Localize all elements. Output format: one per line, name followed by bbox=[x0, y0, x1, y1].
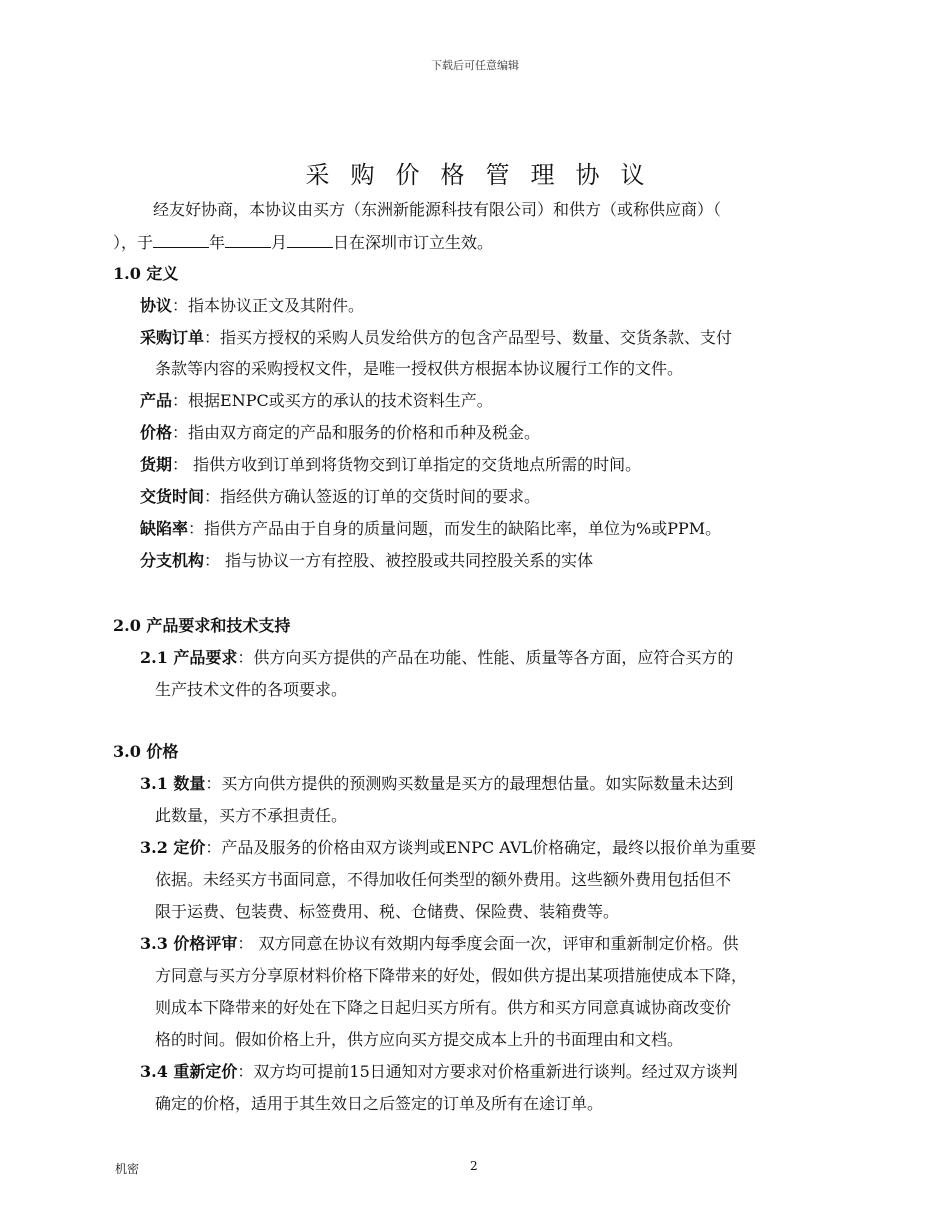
def-purchase-order bbox=[140, 327, 732, 349]
def-product bbox=[140, 390, 493, 412]
clause-3-3-text-2: 方同意与买方分享原材料价格下降带来的好处，假如供方提出某项措施使成本下降， bbox=[155, 966, 748, 985]
intro-line-2 bbox=[113, 231, 493, 254]
def-branch bbox=[140, 550, 593, 572]
clause-3-2-number: 3.2 bbox=[140, 838, 174, 857]
def-branch-term: 分支机构 bbox=[140, 551, 205, 570]
clause-3-2-text-1: ：产品及服务的价格由双方谈判或ENPC AVL价格确定，最终以报价单为重要 bbox=[205, 838, 757, 857]
clause-3-3-text-1: ： 双方同意在协议有效期内每季度会面一次，评审和重新制定价格。供 bbox=[237, 934, 739, 953]
clause-3-4-term: 重新定价 bbox=[173, 1062, 238, 1081]
def-po-text-2: 条款等内容的采购授权文件，是唯一授权供方根据本协议履行工作的文件。 bbox=[155, 359, 684, 378]
clause-3-4-number: 3.4 bbox=[140, 1062, 174, 1081]
def-delivery-text: ：指经供方确认签返的订单的交货时间的要求。 bbox=[204, 487, 541, 506]
clause-3-2 bbox=[140, 837, 756, 859]
def-agreement bbox=[140, 295, 364, 317]
def-delivery-term: 交货时间 bbox=[140, 487, 205, 506]
year-label: 年 bbox=[209, 233, 226, 252]
month-blank[interactable] bbox=[225, 231, 271, 248]
def-price-text: ：指由双方商定的产品和服务的价格和币种及税金。 bbox=[172, 423, 541, 442]
def-lead-time-text: ： 指供方收到订单到将货物交到订单指定的交货地点所需的时间。 bbox=[172, 455, 642, 474]
def-delivery-time bbox=[140, 486, 540, 508]
clause-3-1 bbox=[140, 773, 733, 795]
section-2-heading: 2.0 产品要求和技术支持 bbox=[113, 616, 291, 635]
clause-2-1-term: 产品要求 bbox=[173, 648, 238, 667]
clause-3-3-text-4: 格的时间。假如价格上升，供方应向买方提交成本上升的书面理由和文档。 bbox=[155, 1030, 684, 1049]
def-agreement-text: ：指本协议正文及其附件。 bbox=[172, 296, 365, 315]
document-title: 采购价格管理协议 bbox=[305, 161, 666, 189]
def-agreement-term: 协议 bbox=[140, 296, 173, 315]
def-lead-time-term: 货期 bbox=[140, 455, 173, 474]
clause-3-4-text-2: 确定的价格，适用于其生效日之后签定的订单及所有在途订单。 bbox=[155, 1094, 604, 1113]
header-note: 下载后可任意编辑 bbox=[431, 59, 519, 72]
day-blank[interactable] bbox=[287, 231, 333, 248]
clause-3-4 bbox=[140, 1061, 738, 1083]
def-product-text: ：根据ENPC或买方的承认的技术资料生产。 bbox=[172, 391, 493, 410]
section-3-heading: 3.0 价格 bbox=[113, 742, 179, 761]
def-defect-text: ：指供方产品由于自身的质量问题，而发生的缺陷比率，单位为%或PPM。 bbox=[188, 519, 722, 538]
clause-3-2-term: 定价 bbox=[173, 838, 206, 857]
clause-3-2-text-3: 限于运费、包装费、标签费用、税、仓储费、保险费、装箱费等。 bbox=[155, 902, 620, 921]
clause-3-3-text-3: 则成本下降带来的好处在下降之日起归买方所有。供方和买方同意真诚协商改变价 bbox=[155, 998, 732, 1017]
def-branch-text: ： 指与协议一方有控股、被控股或共同控股关系的实体 bbox=[204, 551, 594, 570]
def-price bbox=[140, 422, 540, 444]
clause-2-1-text-2: 生产技术文件的各项要求。 bbox=[155, 680, 348, 699]
def-price-term: 价格 bbox=[140, 423, 173, 442]
section-1-heading: 1.0 定义 bbox=[113, 264, 179, 283]
clause-3-1-text-1: ：买方向供方提供的预测购买数量是买方的最理想估量。如实际数量未达到 bbox=[205, 774, 734, 793]
clause-3-3 bbox=[140, 933, 739, 955]
def-po-term: 采购订单 bbox=[140, 328, 205, 347]
day-label-rest: 日在深圳市订立生效。 bbox=[333, 233, 494, 252]
page-number: 2 bbox=[470, 1159, 478, 1173]
clause-2-1-text-1: ：供方向买方提供的产品在功能、性能、质量等各方面，应符合买方的 bbox=[237, 648, 734, 667]
clause-3-4-text-1: ：双方均可提前15日通知对方要求对价格重新进行谈判。经过双方谈判 bbox=[237, 1062, 738, 1081]
clause-3-1-term: 数量 bbox=[173, 774, 206, 793]
clause-3-3-number: 3.3 bbox=[140, 934, 174, 953]
clause-2-1 bbox=[140, 647, 733, 669]
def-defect-rate bbox=[140, 518, 721, 540]
clause-3-1-number: 3.1 bbox=[140, 774, 174, 793]
intro-line-1: 经友好协商，本协议由买方（东洲新能源科技有限公司）和供方（或称供应商）（ bbox=[153, 200, 722, 219]
clause-2-1-number: 2.1 bbox=[140, 648, 174, 667]
def-product-term: 产品 bbox=[140, 391, 173, 410]
def-lead-time bbox=[140, 454, 641, 476]
def-po-text-1: ：指买方授权的采购人员发给供方的包含产品型号、数量、交货条款、支付 bbox=[204, 328, 733, 347]
clause-3-1-text-2: 此数量，买方不承担责任。 bbox=[155, 806, 348, 825]
def-defect-term: 缺陷率 bbox=[140, 519, 189, 538]
intro-line-2-start: ），于 bbox=[113, 233, 154, 252]
month-label: 月 bbox=[271, 233, 288, 252]
clause-3-3-term: 价格评审 bbox=[173, 934, 238, 953]
confidential-label: 机密 bbox=[115, 1162, 140, 1176]
clause-3-2-text-2: 依据。未经买方书面同意，不得加收任何类型的额外费用。这些额外费用包括但不 bbox=[155, 870, 732, 889]
year-blank[interactable] bbox=[153, 231, 209, 248]
